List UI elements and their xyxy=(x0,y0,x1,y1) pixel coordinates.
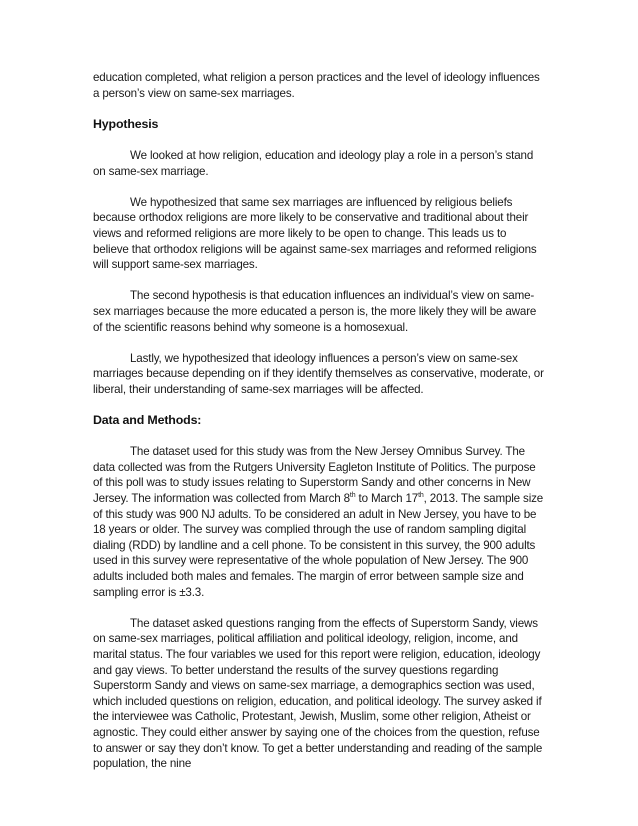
data-methods-heading: Data and Methods: xyxy=(93,413,202,428)
ordinal-suffix-1: th xyxy=(349,492,356,500)
data-methods-paragraph-1 xyxy=(93,444,545,600)
hypothesis-paragraph-2: We hypothesized that same sex marriages are influenced by religious beliefs because orthodox religions are more likely to be conservative and traditional about their views and reformed religions are more likely to be open to change. This leads us to believe that orthodox religions will be against same-sex marriages and reformed religions will support same-sex marriages. xyxy=(93,195,537,272)
intro-paragraph: education completed, what religion a person practices and the level of ideology influences a person’s view on same-sex marriages. xyxy=(93,71,540,100)
data-methods-p1-part-c: , 2013. The sample size of this study was 900 NJ adults. To be considered an adult in New Jersey, you have to be 18 years or older. The survey was complied through the use of random sampling digital dialing (RDD) by landline and a cell phone. To be consistent in this survey, the 900 adults used in this survey were representative of the whole population of New Jersey. The 900 adults included both males and females. The margin of error between sample size and sampling error is ±3.3. xyxy=(93,492,544,599)
data-methods-p1-part-a: The dataset used for this study was from the New Jersey Omnibus Survey. The data collected was from the Rutgers University Eagleton Institute of Politics. The purpose of this poll was to study issues relating to Superstorm Sandy and other concerns in New Jersey. The information was collected from March 8 xyxy=(93,445,536,506)
hypothesis-paragraph-1: We looked at how religion, education and ideology play a role in a person’s stand on same-sex marriage. xyxy=(93,148,534,178)
hypothesis-paragraph-3: The second hypothesis is that education influences an individual’s view on same-sex marriages because the more educated a person is, the more likely they will be aware of the scientific reasons behind why someone is a homosexual. xyxy=(93,289,537,334)
text-column xyxy=(93,70,545,772)
ordinal-suffix-2: th xyxy=(418,492,424,500)
hypothesis-paragraph-4: Lastly, we hypothesized that ideology influences a person’s view on same-sex marriages because depending on if they identify themselves as conservative, moderate, or liberal, their understanding of same-sex marriages will be affected. xyxy=(93,351,544,396)
data-methods-p1-part-b: to March 17 xyxy=(355,492,419,506)
data-methods-paragraph-2: The dataset asked questions ranging from the effects of Superstorm Sandy, views on same-sex marriages, political affiliation and political ideology, religion, income, and marital status. The four variables we used for this report were religion, education, ideology and gay views. To better understand the results of the survey questions regarding Superstorm Sandy and views on same-sex marriage, a demographics section was used, which included questions on religion, education, and political ideology. The survey asked if the interviewee was Catholic, Protestant, Jewish, Muslim, some other religion, Atheist or agnostic. They could either answer by saying one of the choices from the question, refuse to answer or say they don’t know. To get a better understanding and reading of the sample population, the nine xyxy=(93,616,543,771)
hypothesis-heading: Hypothesis xyxy=(93,116,159,131)
